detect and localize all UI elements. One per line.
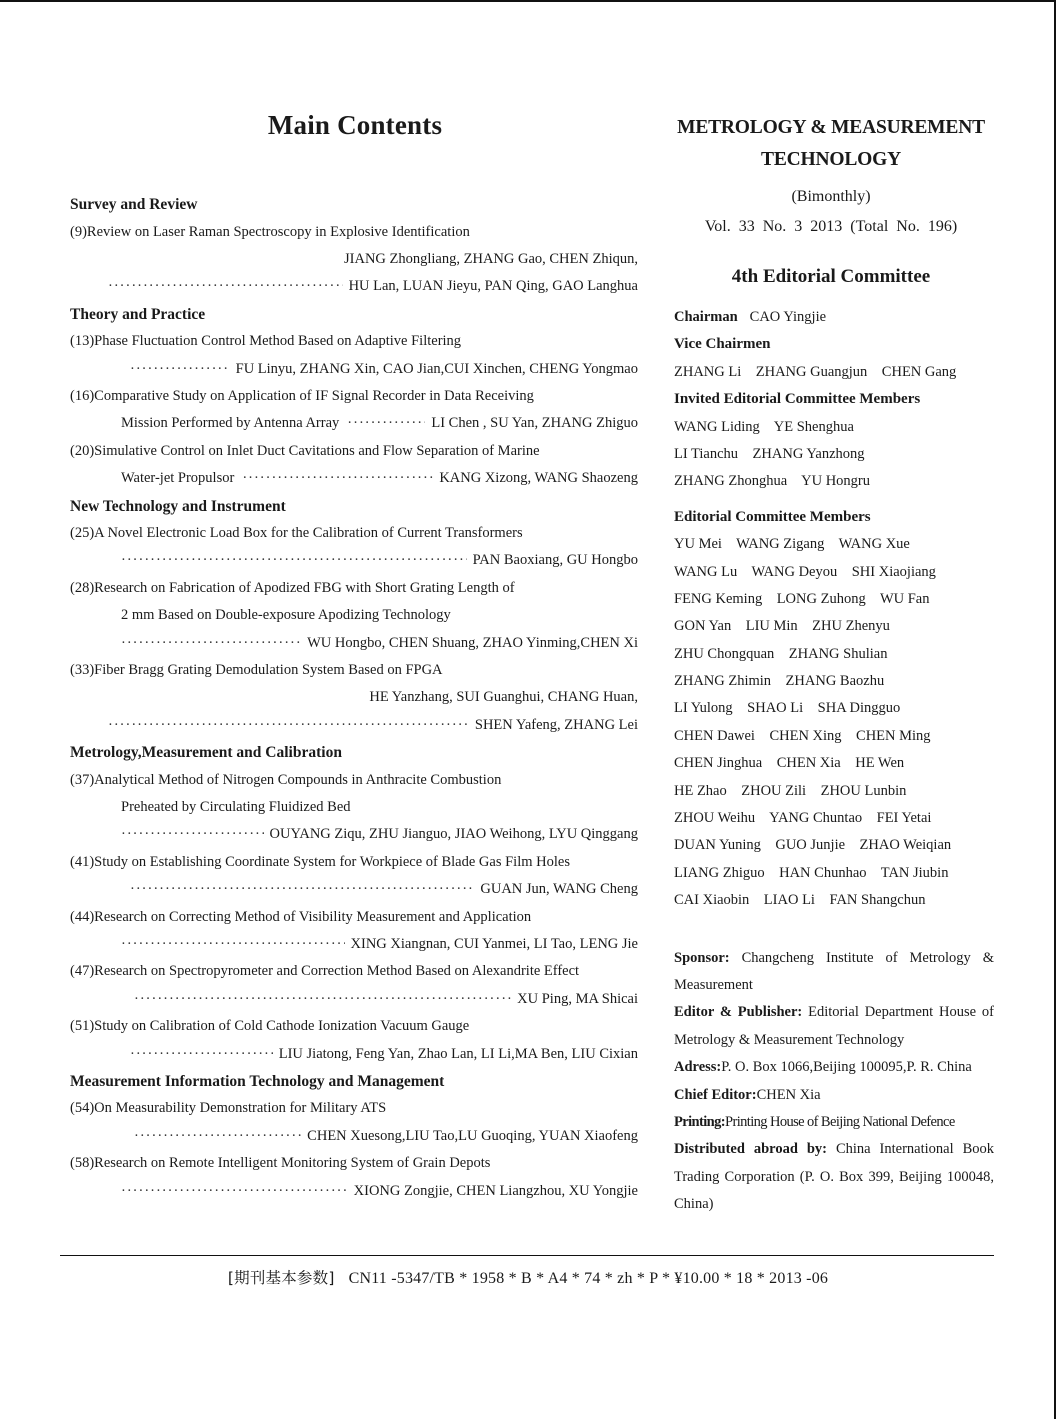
journal-title-line-2: TECHNOLOGY <box>761 149 901 170</box>
vice-chairmen-names: ZHANG Li ZHANG Guangjun CHEN Gang <box>674 363 957 380</box>
article-authors <box>70 547 638 574</box>
dot-leader <box>108 712 469 739</box>
article-authors <box>70 821 638 848</box>
article-authors <box>70 1123 638 1150</box>
section-heading: Theory and Practice <box>70 305 206 323</box>
editor-line <box>674 999 994 1054</box>
dot-leader <box>121 931 345 958</box>
dot-leader <box>108 273 343 300</box>
invited-members-label: Invited Editorial Committee Members <box>674 391 921 408</box>
editor-label: Editor & Publisher: <box>674 1004 803 1021</box>
invited-member-names: LI Tianchu ZHANG Yanzhong <box>674 445 865 462</box>
journal-title-line-1: METROLOGY & MEASUREMENT <box>677 117 985 138</box>
dot-leader <box>134 986 511 1013</box>
printing-label: Printing: <box>674 1114 725 1131</box>
author-names: FU Linyu, ZHANG Xin, CAO Jian,CUI Xinchen, CHENG Yongmao <box>235 360 638 377</box>
article-authors <box>70 1178 638 1205</box>
contents-list <box>70 191 638 1205</box>
member-names: CAI Xiaobin LIAO Li FAN Shangchun <box>674 892 926 909</box>
address-line <box>674 1054 994 1081</box>
sponsor-text: Changcheng Institute of Metrology & Measurement <box>674 949 994 993</box>
dot-leader <box>242 465 433 492</box>
article-authors <box>70 630 638 657</box>
article-authors <box>70 410 638 437</box>
article-authors <box>70 931 638 958</box>
sponsor-label: Sponsor: <box>674 949 730 966</box>
dot-leader <box>347 410 425 437</box>
member-names: CHEN Jinghua CHEN Xia HE Wen <box>674 755 905 772</box>
dot-leader <box>130 876 474 903</box>
member-names: LI Yulong SHAO Li SHA Dingguo <box>674 700 901 717</box>
article-title: (58)Research on Remote Intelligent Monitoring System of Grain Depots <box>70 1155 491 1172</box>
dot-leader <box>121 547 467 574</box>
dot-leader <box>130 1041 273 1068</box>
vice-chairmen-list <box>674 359 994 386</box>
dot-leader <box>121 821 264 848</box>
article-title-continued: Preheated by Circulating Fluidized Bed <box>121 799 351 816</box>
printing-text: Printing House of Beijing National Defence <box>725 1114 955 1131</box>
article-authors <box>70 986 638 1013</box>
journal-title <box>668 112 994 176</box>
article-title: (44)Research on Correcting Method of Visibility Measurement and Application <box>70 908 532 925</box>
footer-parameters <box>0 1266 1056 1288</box>
member-names: ZHANG Zhimin ZHANG Baozhu <box>674 673 885 690</box>
author-names: CHEN Xuesong,LIU Tao,LU Guoqing, YUAN Xiaofeng <box>307 1127 638 1144</box>
article-authors <box>70 356 638 383</box>
article-title: (33)Fiber Bragg Grating Demodulation System Based on FPGA <box>70 661 443 678</box>
article-title: (13)Phase Fluctuation Control Method Based on Adaptive Filtering <box>70 333 462 350</box>
author-names: PAN Baoxiang, GU Hongbo <box>472 552 638 569</box>
article-title: (28)Research on Fabrication of Apodized FBG with Short Grating Length of <box>70 579 515 596</box>
member-names: WANG Lu WANG Deyou SHI Xiaojiang <box>674 563 936 580</box>
author-names: LIU Jiatong, Feng Yan, Zhao Lan, LI Li,MA Ben, LIU Cixian <box>278 1045 638 1062</box>
member-names: ZHU Chongquan ZHANG Shulian <box>674 645 888 662</box>
spacer <box>674 496 994 504</box>
sponsor-line <box>674 945 994 1000</box>
footer-rule <box>60 1255 994 1256</box>
author-names: HU Lan, LUAN Jieyu, PAN Qing, GAO Langhua <box>348 278 638 295</box>
contents-column <box>70 110 638 1205</box>
section-heading: Measurement Information Technology and Management <box>70 1072 445 1090</box>
vice-chairmen-label: Vice Chairmen <box>674 336 771 353</box>
article-authors: HE Yanzhang, SUI Guanghui, CHANG Huan, <box>369 689 638 706</box>
article-authors: JIANG Zhongliang, ZHANG Gao, CHEN Zhiqun, <box>344 250 638 267</box>
article-title-continued: Water-jet Propulsor <box>121 470 235 487</box>
dot-leader <box>130 356 230 383</box>
article-title: (51)Study on Calibration of Cold Cathode Ionization Vacuum Gauge <box>70 1018 470 1035</box>
chief-editor-label: Chief Editor: <box>674 1086 757 1103</box>
member-names: CHEN Dawei CHEN Xing CHEN Ming <box>674 727 931 744</box>
member-names: ZHOU Weihu YANG Chuntao FEI Yetai <box>674 810 932 827</box>
article-authors <box>70 465 638 492</box>
member-names: DUAN Yuning GUO Junjie ZHAO Weiqian <box>674 837 952 854</box>
editor-text: Editorial Department House of Metrology & Measurement Technology <box>674 1004 995 1048</box>
chairman-name: CAO Yingjie <box>749 309 827 325</box>
distribution-text: China International Book Trading Corporation (P. O. Box 399, Beijing 100048, China) <box>674 1141 994 1213</box>
members-label: Editorial Committee Members <box>674 508 871 525</box>
printing-line <box>674 1109 994 1136</box>
author-names: SHEN Yafeng, ZHANG Lei <box>474 716 638 733</box>
members-list <box>674 531 994 914</box>
invited-members-list <box>674 414 994 496</box>
dot-leader <box>121 630 301 657</box>
footer-tag: [期刊基本参数] <box>227 1269 335 1287</box>
invited-member-names: ZHANG Zhonghua YU Hongru <box>674 473 870 490</box>
article-title: (41)Study on Establishing Coordinate System for Workpiece of Blade Gas Film Holes <box>70 853 570 870</box>
author-names: KANG Xizong, WANG Shaozeng <box>439 470 638 487</box>
article-title-continued: Mission Performed by Antenna Array <box>121 415 340 432</box>
chairman-line <box>674 304 994 331</box>
frequency: (Bimonthly) <box>791 188 871 205</box>
invited-member-names: WANG Liding YE Shenghua <box>674 418 854 435</box>
author-names: XING Xiangnan, CUI Yanmei, LI Tao, LENG Jie <box>350 935 638 952</box>
page-title: Main Contents <box>267 110 443 140</box>
article-title: (9)Review on Laser Raman Spectroscopy in Explosive Identification <box>70 223 470 240</box>
distribution-label: Distributed abroad by: <box>674 1141 827 1158</box>
article-authors <box>70 712 638 739</box>
committee-list <box>668 304 994 1219</box>
member-names: FENG Keming LONG Zuhong WU Fan <box>674 590 930 607</box>
article-title-continued: 2 mm Based on Double-exposure Apodizing Technology <box>121 607 451 624</box>
volume-info: Vol. 33 No. 3 2013 (Total No. 196) <box>704 218 958 235</box>
section-heading: Survey and Review <box>70 196 198 213</box>
member-names: LIANG Zhiguo HAN Chunhao TAN Jiubin <box>674 864 949 881</box>
author-names: XU Ping, MA Shicai <box>517 990 638 1007</box>
dot-leader <box>134 1123 301 1150</box>
footer-text: CN11 -5347/TB * 1958 * B * A4 * 74 * zh * P * ¥10.00 * 18 * 2013 -06 <box>348 1270 829 1287</box>
article-title: (54)On Measurability Demonstration for Military ATS <box>70 1100 387 1117</box>
member-names: GON Yan LIU Min ZHU Zhenyu <box>674 618 890 635</box>
masthead-column <box>668 112 994 1219</box>
article-authors <box>70 876 638 903</box>
committee-title: 4th Editorial Committee <box>731 266 931 287</box>
chief-editor-line <box>674 1082 994 1109</box>
member-names: YU Mei WANG Zigang WANG Xue <box>674 536 910 553</box>
article-title: (25)A Novel Electronic Load Box for the Calibration of Current Transformers <box>70 525 523 542</box>
author-names: LI Chen , SU Yan, ZHANG Zhiguo <box>431 415 638 432</box>
dot-leader <box>121 1178 348 1205</box>
article-title: (47)Research on Spectropyrometer and Correction Method Based on Alexandrite Effect <box>70 963 580 980</box>
section-heading: New Technology and Instrument <box>70 497 286 515</box>
article-authors <box>70 273 638 300</box>
author-names: OUYANG Ziqu, ZHU Jianguo, JIAO Weihong, LYU Qinggang <box>269 826 638 843</box>
chief-editor-text: CHEN Xia <box>756 1086 821 1103</box>
author-names: GUAN Jun, WANG Cheng <box>480 881 638 898</box>
article-title: (37)Analytical Method of Nitrogen Compounds in Anthracite Combustion <box>70 771 502 788</box>
address-label: Adress: <box>674 1059 722 1076</box>
chairman-label: Chairman <box>674 309 738 325</box>
spacer <box>674 915 994 945</box>
member-names: HE Zhao ZHOU Zili ZHOU Lunbin <box>674 782 907 799</box>
address-text: P. O. Box 1066,Beijing 100095,P. R. China <box>721 1059 972 1076</box>
article-title: (20)Simulative Control on Inlet Duct Cavitations and Flow Separation of Marine <box>70 442 540 459</box>
author-names: XIONG Zongjie, CHEN Liangzhou, XU Yongjie <box>353 1182 638 1199</box>
distribution-line <box>674 1136 994 1218</box>
article-title: (16)Comparative Study on Application of IF Signal Recorder in Data Receiving <box>70 387 534 404</box>
article-authors <box>70 1041 638 1068</box>
section-heading: Metrology,Measurement and Calibration <box>70 744 342 762</box>
author-names: WU Hongbo, CHEN Shuang, ZHAO Yinming,CHEN Xi <box>307 634 638 651</box>
